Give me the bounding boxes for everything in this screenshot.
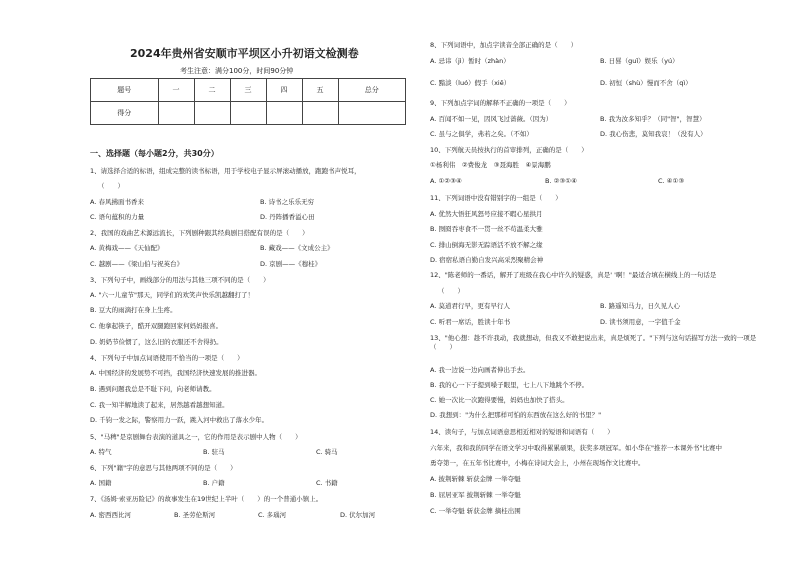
question-text: 10、下列航天员按执行的首审排列，正确的是（ ） [430,146,588,154]
option-text: B. 诗书之乐乐无穷 [260,198,315,206]
option-text: B. ②③①④ [545,177,577,185]
option-text: C. 一举夺魁 斩获金牌 摘桂出围 [430,507,521,515]
option-text: A. ①②③④ [430,177,462,185]
question-text: 3、下列句子中，画线部分的用法与其他三项不同的是（ ） [90,276,270,284]
option-text: C. ④①③ [658,177,685,185]
question-text: 8、下列词语中，加点字读音全部正确的是（ ） [430,41,578,49]
score-cell[interactable] [266,102,302,125]
option-text: D. 宿宿私语自勤自发兴高采烈聚精会神 [430,256,544,264]
answer-blank: （ ） [438,287,464,295]
score-table-score-row [91,102,406,125]
passage-text: 勇夺第一，在五年书比赛中，小梅在诗词大会上，小州在现场作文比赛中。 [430,459,645,467]
option-text: A. 百闻不如一见，因风飞过蔷薇。（因为） [430,115,553,123]
option-text: D. 我心伤悲，莫知我哀！（没有人） [600,130,707,138]
answer-blank: （ ） [98,182,124,190]
option-text: C. 排山倒海无影无踪语活不放不解之缘 [430,241,543,249]
section-heading: 一、选择题（每小题2分，共30分） [90,149,219,158]
option-text: A. 我一边说一边向画者伸出手去。 [430,366,530,374]
option-text: D. 初恒（shù）慢而不舍（qì） [600,79,692,87]
question-text: 5、"马稗"是京剧舞台表演的道具之一，它的作用是表示剧中人物（ ） [90,433,302,441]
question-text: 9、下列加点字词的解释不正确的一项是（ ） [430,99,571,107]
option-text: A. 特气 [90,448,112,456]
option-text: C. 语句蕴积的力量 [90,213,145,221]
option-text: A. 披荆斩棘 斩获金牌 一举夺魁 [430,475,521,483]
score-cell[interactable] [194,102,230,125]
option-text: C. 黯淡（luó）假手（xiě） [430,79,511,87]
option-text: C. 骑马 [316,448,338,456]
score-cell: 总分 [338,79,406,102]
option-text: D. 丹阵播香溢心田 [260,213,315,221]
passage-text: 六年来，我和我的同学在语文学习中取得累累硕果，获奖多项冠军。如小华在"推荐一本课外书"比赛中 [430,444,722,452]
option-text: B. 囫囵吞枣食不一贯一丝不苟温柔大雅 [430,225,543,233]
question-text: 14、读句子，与加点词语意思相近相对的短语和词语有（ ） [430,428,614,436]
option-text: D. 伏尔加河 [340,511,376,519]
option-text: D. 千钧一发之际，警察用力一跃，跳入河中救出了落水少年。 [90,416,269,424]
option-text: A. 春风拂面书香来 [90,198,144,206]
exam-notice: 考生注意：满分100分，时间90分钟 [180,67,294,75]
question-text: 2、我国的戏曲艺术源远流长，下列剧种跟其经典剧目搭配有误的是（ ） [90,229,309,237]
option-text: A. 密西西比河 [90,511,131,519]
option-text: A. 忌讳（jì）暂时（zhàn） [430,57,510,65]
question-text: 4、下列句子中加点词语使用不恰当的一项是（ ） [90,354,244,362]
option-text: C. 我一知半解地读了起来，居然越看越想知道。 [90,401,229,409]
question-text: 12、"陈老师的一番话，解开了班级在我心中许久的疑惑，真是' '啊！"最适合填在横线上的一句话是 [430,271,717,279]
score-cell: 五 [302,79,338,102]
option-text: A. 黄梅戏——《天仙配》 [90,244,164,252]
score-cell: 题号 [91,79,159,102]
option-text: B. 户籍 [203,479,225,487]
score-table [90,78,406,125]
option-text: C. 多瑙河 [258,511,287,519]
option-text: B. 豆大的雨滴打在身上生疼。 [90,306,177,314]
option-text: B. 藏戏——《文成公主》 [260,244,334,252]
option-text: B. 日晷（guǐ）娱乐（yú） [600,57,679,65]
score-cell: 三 [230,79,266,102]
question-text: 13、"他心想：趁不许我动，我就想动，但我又不敢把说出来，真是烦死了。"下列与这句话描写方法一致的一项是（ ） [430,334,757,351]
option-text: C. 越剧——《梁山伯与祝英台》 [90,260,184,268]
option-text: C. 书籍 [316,479,338,487]
question-text: 6、下列"籍"字的意思与其他两项不同的是（ ） [90,464,237,472]
option-text: C. 虽与之俱学，弗若之矣。（不如） [430,130,533,138]
question-text: ①杨利伟 ②费俊龙 ③聂海胜 ④景海鹏 [430,161,551,169]
option-text: C. 她一次比一次跑得要慢，妈妈也加快了搭头。 [430,396,569,404]
score-cell: 一 [158,79,194,102]
option-text: B. 我为汝多知乎？（同"智"，智慧） [600,115,706,123]
option-text: B. 屈居亚军 披荆斩棘 一举夺魁 [430,491,521,499]
question-text: 1、请选择合适的标语，组成完整的读书标语，用于学校电子显示屏滚动播放，跑跑书声悦耳， [90,167,361,175]
option-text: C. 听君一席话，胜读十年书 [430,318,511,326]
option-text: D. 我想到："为什么把那样可怕的东西放在这么好的书里？" [430,411,602,419]
option-text: A. 优然大悟狂风怒号应接不暇心星拱月 [430,210,543,218]
score-cell[interactable] [338,102,406,125]
option-text: B. 圣劳伦斯河 [174,511,216,519]
question-text: 7、《汤姆·索亚历险记》的故事发生在19世纪上半叶（ ）的一个普通小镇上。 [90,495,323,503]
option-text: A. 莫道君行早，更有早行人 [430,302,510,310]
option-text: B. 路遥知马力，日久见人心 [600,302,681,310]
score-cell[interactable] [158,102,194,125]
option-text: B. 我的心一下子提到嗓子眼里，七上八下地跳个不停。 [430,381,589,389]
option-text: D. 奶奶节俭惯了，这么旧的衣服还不舍得扔。 [90,338,223,346]
score-table-header-row [91,79,406,102]
score-cell[interactable] [302,102,338,125]
question-text: 11、下列词语中没有错别字的一组是（ ） [430,194,562,202]
score-cell: 得分 [91,102,159,125]
option-text: B. 驻马 [203,448,225,456]
option-text: C. 他拿起筷子，酷开双腿跑回家何妈妈报喜。 [90,322,223,330]
option-text: D. 京剧——《穆桂》 [260,260,322,268]
option-text: A. "六一儿童节"那天，同学们的欢笑声快乐凯越翻打了！ [90,291,254,299]
option-text: D. 读书须用意，一字值千金 [600,318,681,326]
score-cell: 四 [266,79,302,102]
option-text: A. 国籍 [90,479,112,487]
score-cell[interactable] [230,102,266,125]
page-title: 2024年贵州省安顺市平坝区小升初语文检测卷 [130,47,359,60]
option-text: B. 遇到问题我总是不耻下问，向老师请教。 [90,385,216,393]
option-text: A. 中国经济的发展势不可挡，我国经济快速发展的推进器。 [90,369,261,377]
score-cell: 二 [194,79,230,102]
